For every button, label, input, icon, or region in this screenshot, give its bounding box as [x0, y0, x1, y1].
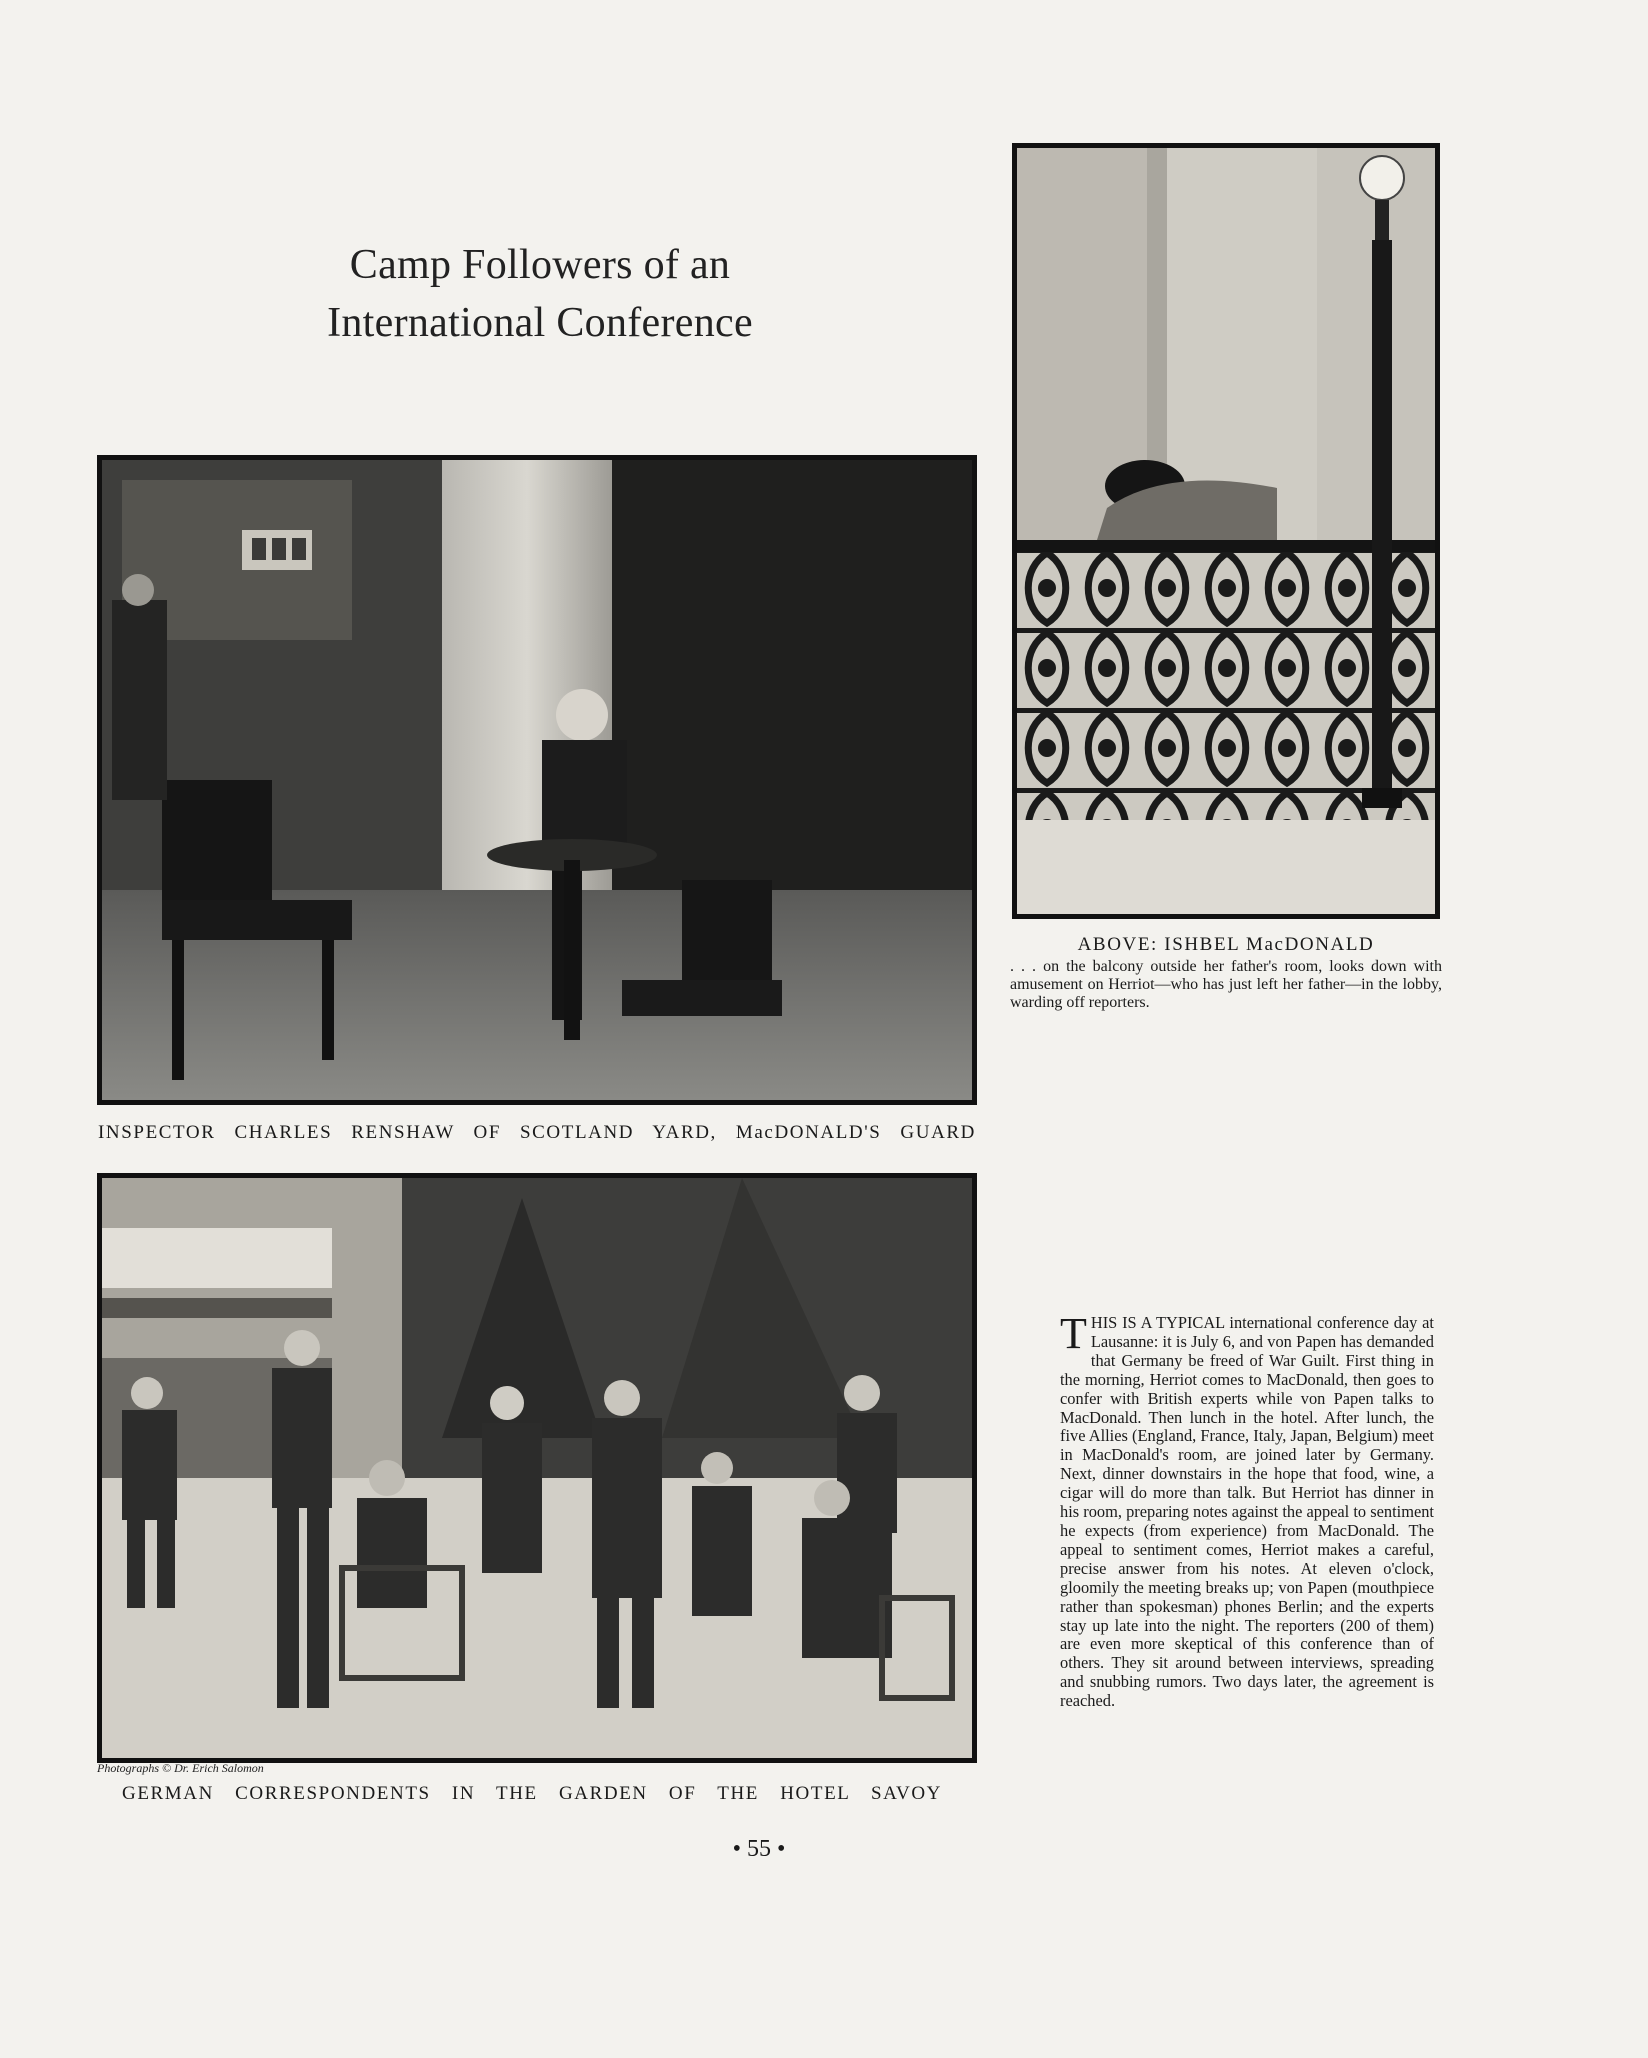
story-body: international conference day at Lausanne: it is July 6, and von Papen has demanded that Germany be freed of War Guilt. First thing in the morning, Herriot comes to MacDonald, then goes to confer with British experts while von Papen talks to MacDonald. Then lunch in the hotel. After lunch, the five Allies (England, France, Italy, Japan, Belgium) meet in MacDonald's room, are joined later by Germany. Next, dinner downstairs in the hope that food, wine, a cigar will do more than talk. But Herriot has dinner in his room, preparing notes against the appeal to sentiment he expects (from experience) from MacDonald. The appeal to sentiment comes, Herriot makes a careful, precise answer from his notes. At eleven o'clock, gloomily the meeting breaks up; von Papen (mouthpiece rather than spokesman) phones Berlin; and the experts stay up late into the night. The reporters (200 of them) are even more skeptical of this conference than of others. They sit around between interviews, spreading and snubbing rumors. Two days later, the agreement is reached.: [1060, 1313, 1434, 1711]
garden-photo-caption: GERMAN CORRESPONDENTS IN THE GARDEN OF THE HOTEL SAVOY: [122, 1783, 942, 1804]
balcony-caption-body: . . . on the balcony outside her father's room, looks down with amusement on Herriot—who has just left her father—in the lobby, warding off reporters.: [1010, 958, 1442, 1011]
story-lead-caps: HIS IS A TYPICAL: [1090, 1313, 1225, 1332]
garden-photo: [97, 1173, 977, 1763]
title-line-1: Camp Followers of an: [349, 242, 731, 288]
balcony-photo-image: [1017, 148, 1435, 914]
photo-credit: Photographs © Dr. Erich Salomon: [97, 1761, 264, 1775]
story-dropcap: T: [1060, 1309, 1087, 1358]
balcony-caption-head: ABOVE: ISHBEL MacDONALD: [1077, 934, 1375, 955]
garden-photo-image: [102, 1178, 972, 1758]
article-title: [230, 236, 850, 352]
title-line-2: International Conference: [327, 300, 753, 346]
lobby-photo: [97, 455, 977, 1105]
story-text: [1060, 1309, 1434, 1711]
lobby-photo-image: [102, 460, 972, 1100]
lobby-photo-caption: INSPECTOR CHARLES RENSHAW OF SCOTLAND YARD, MacDONALD'S GUARD: [98, 1122, 976, 1143]
page-number: • 55 •: [732, 1836, 786, 1862]
balcony-photo-caption: [1010, 934, 1442, 1012]
balcony-photo: [1012, 143, 1440, 919]
